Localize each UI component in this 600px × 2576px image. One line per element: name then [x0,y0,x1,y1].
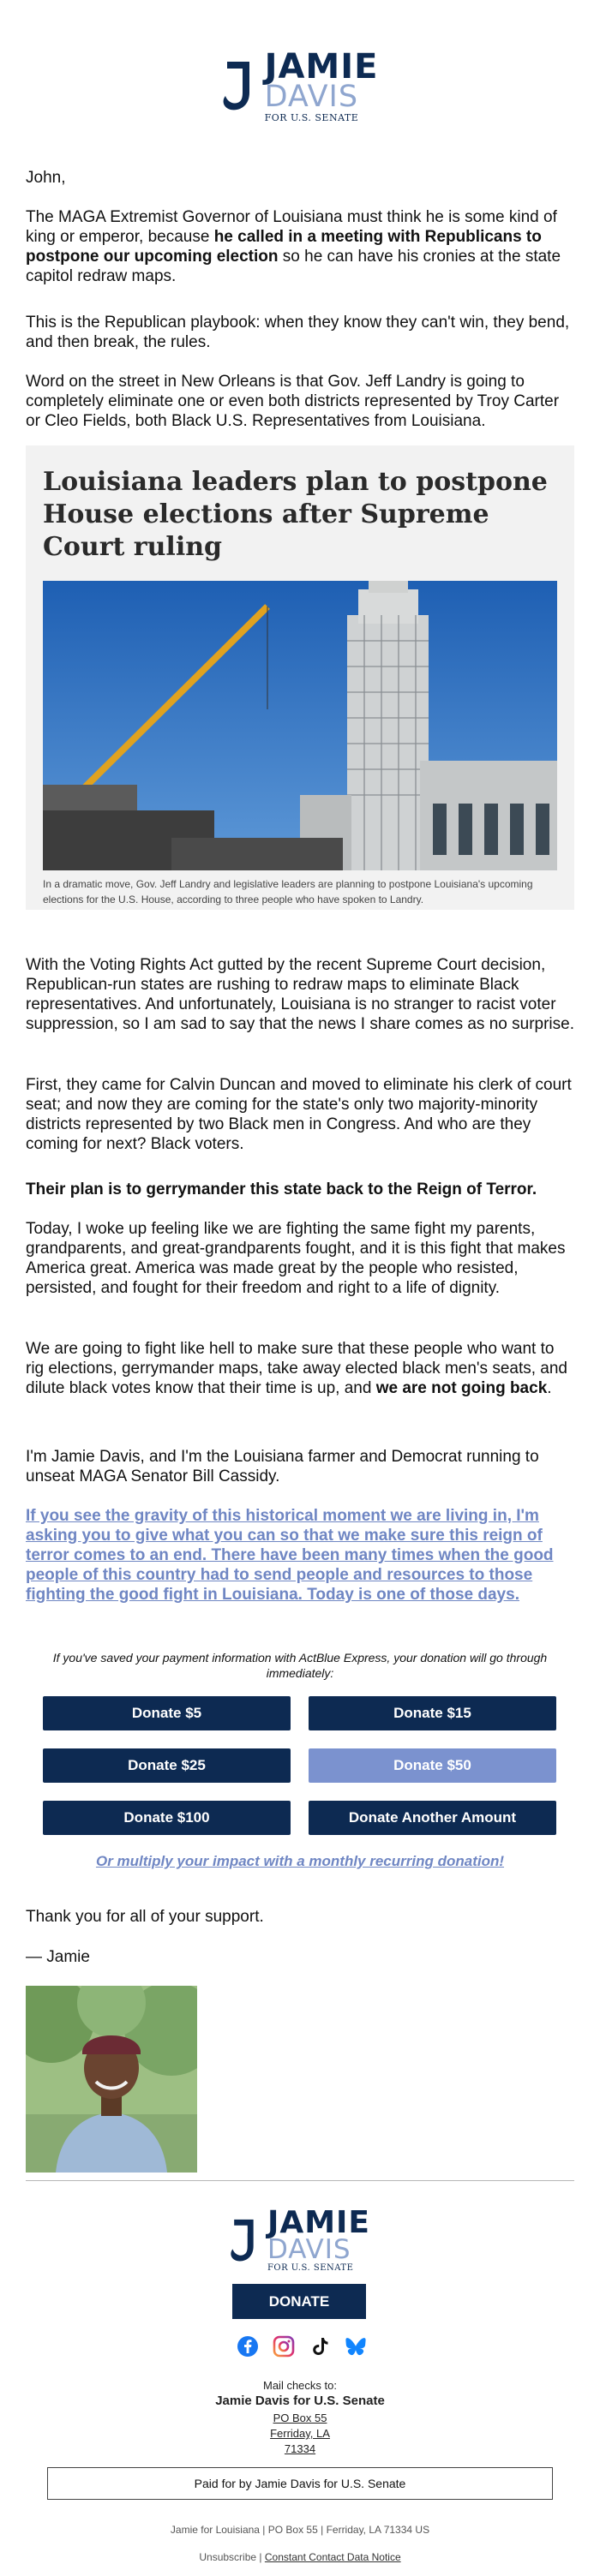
donate-25-button[interactable]: Donate $25 [43,1748,291,1783]
logo-jamie-text: JAMIE [264,46,379,87]
mail-organization: Jamie Davis for U.S. Senate [215,2394,385,2408]
bluesky-icon[interactable] [345,2335,367,2358]
footer-logo-tagline: FOR U.S. SENATE [267,2263,354,2273]
paid-for-disclaimer: Paid for by Jamie Davis for U.S. Senate [47,2467,553,2500]
intro-paragraph-2: This is the Republican playbook: when they know they can't win, they bend, and then break, the rules. [26,314,570,351]
paragraph-fight-like-hell: We are going to fight like hell to make sure that these people who want to rig elections, gerrymander maps, take away elected black men's seats, and dilute black votes know that their time is up, and we are not going back. [26,1340,567,1397]
mail-checks-label: Mail checks to: [263,2379,337,2392]
footer-logo-davis-text: DAVIS [267,2234,351,2265]
data-notice-link[interactable]: Constant Contact Data Notice [264,2551,401,2563]
paragraph-introduction: I'm Jamie Davis, and I'm the Louisiana farmer and Democrat running to unseat MAGA Senator Bill Cassidy. [26,1448,539,1485]
thank-you-line: Thank you for all of your support. [26,1908,264,1926]
donate-15-button[interactable]: Donate $15 [309,1696,556,1730]
sender-address: Jamie for Louisiana | PO Box 55 | Ferriday, LA 71334 US [170,2524,430,2536]
candidate-photo [26,1986,197,2173]
facebook-icon[interactable] [237,2335,259,2358]
signoff: — Jamie [26,1948,90,1966]
donate-100-button[interactable]: Donate $100 [43,1801,291,1835]
mail-zip[interactable]: 71334 [284,2442,316,2455]
intro-paragraph-3: Word on the street in New Orleans is that Gov. Jeff Landry is going to completely eliminate one or even both districts represented by Troy Carter or Cleo Fields, both Black U.S. Representatives from Louisiana. [26,373,560,430]
article-photo [43,581,557,870]
footer-divider [26,2180,574,2181]
footer-donate-button[interactable]: DONATE [232,2284,366,2319]
logo-davis-text: DAVIS [264,79,359,114]
logo-tagline: FOR U.S. SENATE [264,111,359,123]
article-headline[interactable]: Louisiana leaders plan to postpone House elections after Supreme Court ruling [43,467,548,562]
paragraph-same-fight: Today, I woke up feeling like we are fighting the same fight my parents, grandparents, and great-grandparents fought, and it is this fight that makes America great. America was made great by the people who resisted, persisted, and fought for their freedom and right to a life of dignity. [26,1220,566,1297]
donation-appeal-link[interactable]: If you see the gravity of this historical moment we are living in, I'm asking you to give what you can so that we make sure this reign of terror comes to an end. There have been many times when the good people of this country had to send people and resources to those fighting the good fight in Louisiana. Today is one of those days. [26,1507,554,1604]
donate-another-amount-button[interactable]: Donate Another Amount [309,1801,556,1835]
intro-paragraph-1: The MAGA Extremist Governor of Louisiana must think he is some kind of king or emperor, because he called in a meeting with Republicans to postpone our upcoming election so he can have his cronies at the state capitol redraw maps. [26,208,561,285]
logo-mark-icon [222,58,260,113]
unsubscribe-row [43,2551,557,2563]
mail-address-line-2[interactable]: Ferriday, LA [270,2427,330,2440]
donate-5-button[interactable]: Donate $5 [43,1696,291,1730]
footer-campaign-logo [0,2205,600,2273]
tiktok-icon[interactable] [309,2335,331,2358]
mail-address-line-1[interactable]: PO Box 55 [273,2412,327,2424]
paragraph-calvin-duncan: First, they came for Calvin Duncan and moved to eliminate his clerk of court seat; and now they are coming for the state's only two majority-minority districts represented by two Black men in Congress. And who are they coming for next? Black voters. [26,1076,572,1153]
footer-logo-jamie-text: JAMIE [267,2205,371,2240]
paragraph-gerrymander: Their plan is to gerrymander this state back to the Reign of Terror. [26,1180,537,1198]
article-caption: In a dramatic move, Gov. Jeff Landry and legislative leaders are planning to postpone Louisiana's upcoming elections for the U.S. House, according to three people who have spoken to Landry. [43,878,533,905]
unsubscribe-link[interactable]: Unsubscribe [199,2551,257,2563]
news-article-card[interactable] [26,445,574,910]
instagram-icon[interactable] [273,2335,295,2358]
donate-50-button[interactable]: Donate $50 [309,1748,556,1783]
footer-logo-mark-icon [230,2216,262,2264]
campaign-logo [0,46,600,123]
footer-separator: | [259,2551,262,2563]
monthly-donation-link[interactable]: Or multiply your impact with a monthly recurring donation! [95,1853,505,1869]
greeting: John, [26,169,66,187]
actblue-express-note: If you've saved your payment information with ActBlue Express, your donation will go through immediately: [52,1651,548,1680]
paragraph-voting-rights: With the Voting Rights Act gutted by the recent Supreme Court decision, Republican-run states are rushing to redraw maps to eliminate Black representatives. And unfortunately, Louisiana is no stranger to racist voter suppression, so I am sad to say that the news I share comes as no surprise. [26,956,574,1033]
